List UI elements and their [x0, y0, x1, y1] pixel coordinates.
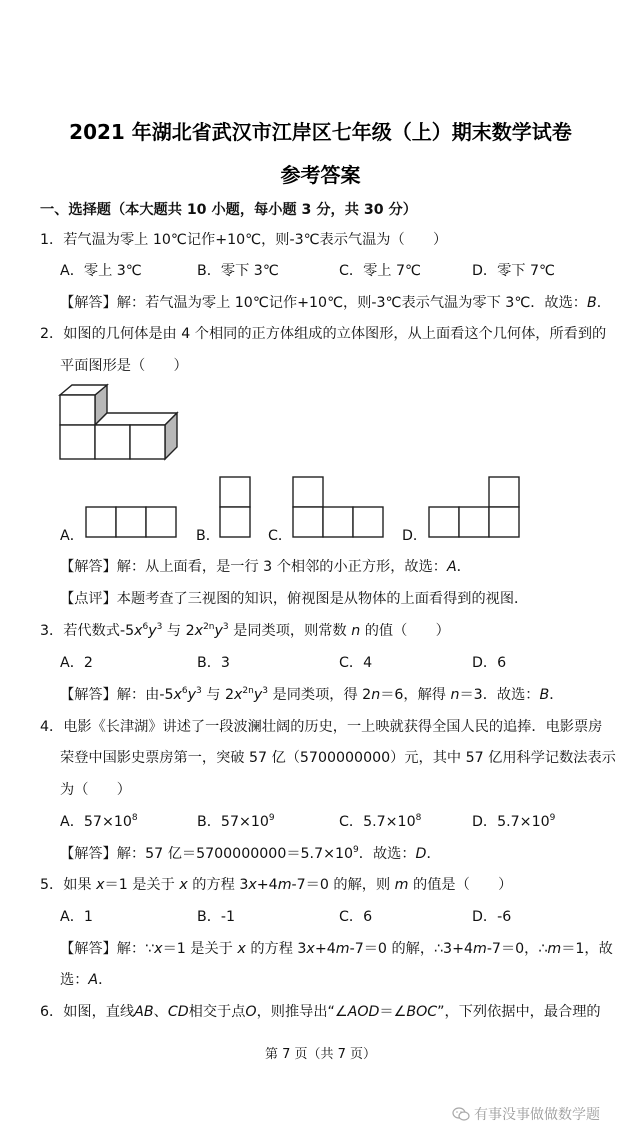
q4-option-a: [60, 812, 138, 832]
text: 3．若代数式-5: [40, 623, 135, 639]
var: x: [248, 877, 257, 893]
text: ．: [98, 972, 113, 988]
var: O: [245, 1004, 257, 1020]
answer-label: 【解答】: [60, 846, 117, 862]
var: x: [96, 877, 105, 893]
var: m: [277, 877, 292, 893]
var: AB: [134, 1004, 154, 1020]
q4-option-b: [197, 812, 275, 832]
text: 5．如果: [40, 877, 92, 893]
q6-stem: [40, 1002, 601, 1022]
answer-choice: D: [415, 846, 427, 862]
q5-option-a: A．1: [60, 909, 93, 925]
answer-end: ．: [596, 295, 611, 311]
answer-choice: A: [446, 559, 457, 575]
exponent: 3: [262, 686, 268, 696]
q2-comment: [60, 589, 528, 609]
q1-option-c: C．零上 7℃: [339, 263, 421, 279]
answer-text: 解：从上面看，是一行 3 个相邻的小正方形，故选：: [116, 559, 447, 575]
var: y: [187, 687, 197, 703]
q1-option-b: B．零下 3℃: [197, 263, 279, 279]
q2-option-a-figure: [85, 506, 180, 540]
q5-answer-line2: [60, 970, 112, 990]
q4-option-d: [472, 812, 555, 832]
text: B．57×10: [197, 814, 269, 830]
q2-answer: [60, 557, 471, 577]
text: 的方程 3: [250, 941, 307, 957]
var: BOC: [406, 1004, 438, 1020]
answer-choice: B: [539, 687, 550, 703]
text: 相交于点: [188, 1004, 246, 1020]
q4-stem-line2: 荣登中国影史票房第一，突破 57 亿（5700000000）元，其中 57 亿用科学记数法表示: [60, 750, 616, 766]
var: x: [179, 877, 188, 893]
var: y: [148, 623, 157, 639]
text: 与 2: [206, 687, 235, 703]
watermark: [452, 1104, 600, 1124]
var: m: [335, 941, 350, 957]
var: AOD: [347, 1004, 380, 1020]
watermark-text: 有事没事做做数学题: [474, 1107, 600, 1123]
answer-label: 【解答】: [60, 687, 117, 703]
text: 是同类项，得 2: [272, 687, 372, 703]
wechat-icon: [452, 1107, 470, 1121]
var: m: [547, 941, 562, 957]
exponent: 8: [131, 813, 138, 823]
text: ＝6，解得: [380, 687, 446, 703]
text: A．57×10: [60, 814, 132, 830]
exponent: 6: [142, 622, 149, 632]
text: 的方程 3: [192, 877, 249, 893]
page-title: 2021 年湖北省武汉市江岸区七年级（上）期末数学试卷: [69, 120, 572, 144]
var: CD: [167, 1004, 189, 1020]
var: x: [234, 687, 243, 703]
text: ”，下列依据中，最合理的: [437, 1004, 601, 1020]
page-footer: 第 7 页（共 7 页）: [264, 1047, 377, 1062]
q2-option-b-label: B．: [196, 528, 220, 544]
var: x: [173, 687, 182, 703]
exponent: 8: [415, 813, 422, 823]
exponent: 6: [181, 686, 188, 696]
exponent: 9: [268, 813, 275, 823]
text: -7＝0 的解，∴3+4: [349, 941, 473, 957]
text: -7＝0 的解，则: [291, 877, 391, 893]
q5-answer-line1: [60, 939, 613, 959]
q1-stem: 1．若气温为零上 10℃记作+10℃，则-3℃表示气温为（ ）: [40, 232, 448, 248]
text: ．: [549, 687, 564, 703]
q1-option-d: D．零下 7℃: [472, 263, 555, 279]
exponent: 3: [222, 622, 229, 632]
exponent: 9: [549, 813, 556, 823]
text: 与 2: [166, 623, 195, 639]
text: ＝1，故: [561, 941, 613, 957]
var: m: [394, 877, 409, 893]
text: ＝1 是关于: [104, 877, 175, 893]
text: ．: [426, 846, 441, 862]
var: n: [371, 687, 381, 703]
exponent: 3: [196, 686, 202, 696]
q2-stem-line2: 平面图形是（ ）: [60, 358, 188, 374]
q5-option-b: B．-1: [197, 909, 236, 925]
q3-option-a: A．2: [60, 655, 93, 671]
text: ，则推导出“∠: [256, 1004, 348, 1020]
var: n: [351, 623, 361, 639]
text: -7＝0，∴: [486, 941, 548, 957]
q2-option-a-label: A．: [60, 528, 84, 544]
text: 的值是（ ）: [413, 877, 513, 893]
q2-solid-figure: [55, 385, 180, 465]
q3-answer: [60, 685, 563, 705]
var: m: [472, 941, 487, 957]
q5-option-d: D．-6: [472, 909, 512, 925]
text: 、: [153, 1004, 168, 1020]
q4-stem-line1: 4．电影《长津湖》讲述了一段波澜壮阔的历史，一上映就获得全国人民的追捧．电影票房: [40, 719, 603, 735]
exponent: 9: [353, 845, 359, 855]
text: 6．如图，直线: [40, 1004, 135, 1020]
answer-label: 【解答】: [60, 559, 117, 575]
q1-option-a: A．零上 3℃: [60, 263, 142, 279]
text: 是同类项，则常数: [233, 623, 347, 639]
q5-stem: [40, 875, 512, 895]
var: y: [253, 687, 263, 703]
answer-choice: B: [587, 295, 597, 311]
answer-end: ．: [456, 559, 471, 575]
answer-label: 【解答】: [60, 295, 117, 311]
q2-option-d-label: D．: [402, 528, 428, 544]
q2-stem-line1: 2．如图的几何体是由 4 个相同的正方体组成的立体图形，从上面看这个几何体，所看到的: [40, 326, 607, 342]
exponent: 2n: [203, 622, 215, 632]
text: 的值（ ）: [364, 623, 450, 639]
comment-text: 本题考查了三视图的知识，俯视图是从物体的上面看得到的视图．: [116, 591, 529, 607]
var: x: [237, 941, 246, 957]
text: +4: [256, 877, 278, 893]
comment-label: 【点评】: [60, 591, 117, 607]
answer-label: 【解答】: [60, 941, 117, 957]
text: 解：57 亿＝5700000000＝5.7×10: [116, 846, 354, 862]
var: x: [194, 623, 204, 639]
q2-option-b-figure: [219, 476, 253, 540]
q4-stem-line3: 为（ ）: [60, 782, 131, 798]
text: C．5.7×10: [339, 814, 416, 830]
q1-answer: [60, 293, 611, 313]
q5-option-c: C．6: [339, 909, 373, 925]
q2-option-c-figure: [292, 476, 387, 540]
text: ＝∠: [379, 1004, 407, 1020]
q2-option-d-figure: [428, 476, 523, 540]
var: x: [134, 623, 143, 639]
text: 解：由-5: [116, 687, 174, 703]
text: D．5.7×10: [472, 814, 550, 830]
exponent: 3: [156, 622, 163, 632]
q2-option-c-label: C．: [268, 528, 293, 544]
text: ＝1 是关于: [162, 941, 233, 957]
q3-stem: [40, 621, 450, 641]
page-subtitle: 参考答案: [280, 163, 361, 187]
var: x: [154, 941, 163, 957]
q3-option-c: C．4: [339, 655, 373, 671]
text: ．故选：: [358, 846, 416, 862]
var: y: [214, 623, 223, 639]
q4-option-c: [339, 812, 421, 832]
q3-option-b: B．3: [197, 655, 230, 671]
text: +4: [314, 941, 336, 957]
text: 解：∵: [116, 941, 155, 957]
exponent: 2n: [242, 686, 254, 696]
var: n: [450, 687, 460, 703]
answer-choice: A: [88, 972, 99, 988]
var: x: [306, 941, 315, 957]
q3-option-d: D．6: [472, 655, 507, 671]
section-heading: 一、选择题（本大题共 10 小题，每小题 3 分，共 30 分）: [40, 202, 417, 218]
text: 选：: [60, 972, 89, 988]
answer-text: 解：若气温为零上 10℃记作+10℃，则-3℃表示气温为零下 3℃．故选：: [116, 295, 587, 311]
q4-answer: [60, 844, 441, 864]
text: ＝3．故选：: [459, 687, 540, 703]
